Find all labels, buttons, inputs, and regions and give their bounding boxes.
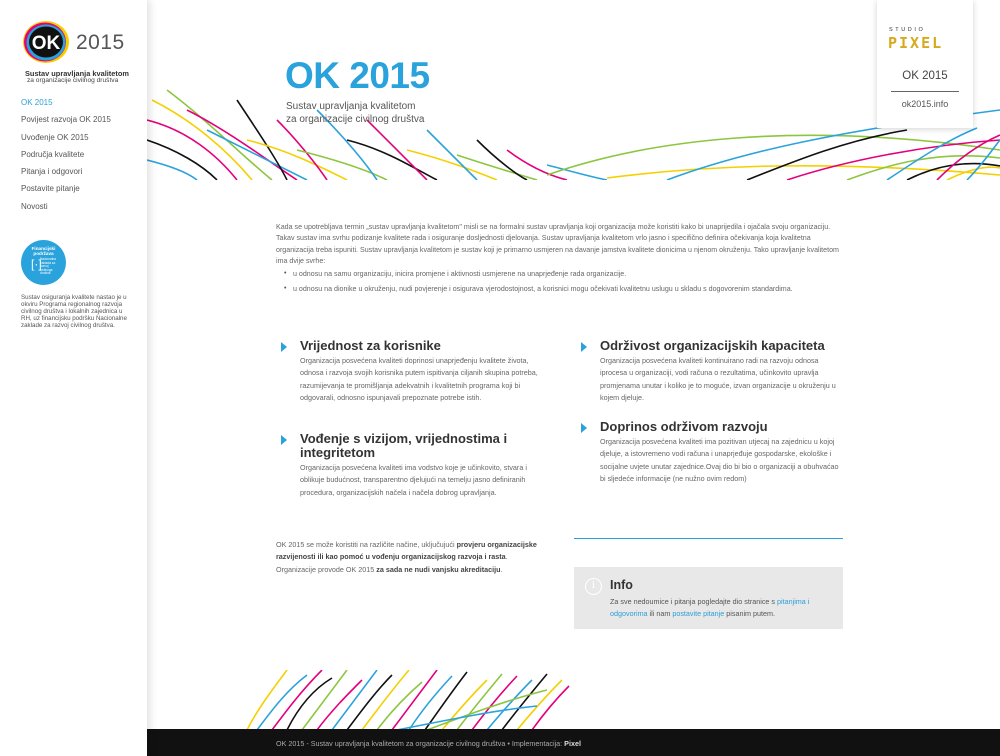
footer-text <box>276 739 581 748</box>
arrow-right-icon <box>281 342 287 352</box>
logo-subtitle-2: za organizacije civilnog društva <box>27 77 119 84</box>
funding-badge-title: Financijski podržava <box>31 246 56 256</box>
funding-text: Sustav osiguranja kvalitete nastao je u okviru Programa regionalnog razvoja civilnog društva i lokalnih zajednica u RH, uz financijsku podršku Nacionalne zaklade za razvoj civilnog društva. <box>21 294 127 329</box>
feature-title: Doprinos održivom razvoju <box>600 419 768 434</box>
feature-title: Održivost organizacijskih kapaciteta <box>600 338 825 353</box>
info-text-part: ili nam <box>647 609 673 618</box>
logo-year: 2015 <box>76 31 125 54</box>
footer <box>147 729 1000 756</box>
intro-bullets <box>284 270 793 300</box>
feature-vrijednost <box>281 339 551 419</box>
info-icon: i <box>585 578 602 595</box>
intro-paragraph: Kada se upotrebljava termin „sustav upravljanja kvalitetom" misli se na formalni sustav upravljanja koji organizacija može koristiti kako bi unaprijedila i ojačala svoju organizaciju. Takav sustav ima svrhu podizanje kvalitete rada i osiguranje dosljednosti djelovanja. Sustav upravljanja kvalitetom vrlo jasno i specifično definira očekivanja koja kvalitetna organizacija treba ispuniti. Sustav upravljanja kvalitetom je sustav koji je primarno usmjeren na davanje jamstva kvalitete dionicima u njenom okruženju. Tako upravljanje kvalitetom ima dvije svrhe: <box>276 223 839 266</box>
footer-brand-link[interactable]: Pixel <box>564 739 581 748</box>
header <box>147 0 1000 180</box>
card-name: OK 2015 <box>902 70 948 82</box>
ok-logo-icon <box>22 20 70 64</box>
info-text-part: Za sve nedoumice i pitanja pogledajte dio stranice s <box>610 597 778 606</box>
feature-text: Organizacija posvećena kvaliteti doprinosi unaprjeđenju kvalitete života, odnosa i razvoja svojih korisnika putem ispitivanja ciljanih skupina potreba, razumijevanja te promišljanja adekvatnih i kvalitetnih programa koji bi odgovarali, odnosno ispunjavali prepoznate potrebe istih. <box>300 356 538 402</box>
card-url[interactable]: ok2015.info <box>901 99 949 109</box>
funding-badge[interactable] <box>21 240 66 285</box>
closing-bold: provjeru organizacijske razvijenosti ili kao pomoć u vođenju organizacijskog razvoja i rasta <box>276 540 537 562</box>
info-title: Info <box>610 578 633 592</box>
logo-mark-text: OK <box>31 33 61 54</box>
divider <box>574 538 843 539</box>
faq-link[interactable]: pitanjima i odgovorima <box>610 597 810 618</box>
site-title: OK 2015 <box>285 55 430 96</box>
decorative-lines-bottom <box>147 670 1000 730</box>
studio-label: STUDIO <box>889 27 926 33</box>
info-text-part: pisanim putem. <box>724 609 776 618</box>
feature-text: Organizacija posvećena kvaliteti ima vodstvo koje je učinkovito, stvara i oblikuje budućnost, transparentno djelujući na temelju jasno definiranih procedura, organizacijskih načela i načela dobrog upravljanja. <box>300 463 527 497</box>
sidebar <box>0 0 147 756</box>
closing-text: OK 2015 se može koristiti na različite načine, uključujući <box>276 540 457 549</box>
arrow-right-icon <box>581 342 587 352</box>
card-divider <box>891 91 959 92</box>
funding-badge-org: Nacionalna zaklada za razvoj civilnoga društva <box>40 257 56 276</box>
bullet-item: • u odnosu na samu organizaciju, inicira promjene i aktivnosti usmjerene na unaprjeđenje rada organizacije. <box>284 270 793 285</box>
closing-paragraph <box>276 539 541 576</box>
footer-copy: OK 2015 - Sustav upravljanja kvalitetom za organizacije civilnog društva • Implementacija: <box>276 739 565 748</box>
feature-vodenje <box>281 432 551 517</box>
arrow-right-icon <box>581 423 587 433</box>
closing-text: . <box>500 564 503 574</box>
sidebar-nav <box>21 98 111 219</box>
feature-odrzivost <box>581 339 846 409</box>
studio-pixel-card[interactable] <box>877 0 973 128</box>
arrow-right-icon <box>281 435 287 445</box>
nav-item-pitanja[interactable]: Pitanja i odgovori <box>21 167 83 177</box>
feature-text: Organizacija posvećena kvaliteti ima pozitivan utjecaj na zajednicu u kojoj djeluje, a istovremeno vodi računa i unaprjeđuje gospodarske, ekološke i socijalne uvjete unutar zajednice.Ovaj dio bi bio o organizaciji a obuhvaćao bi sljedeće informacije (ne nužno ovim redom) <box>600 437 839 483</box>
bullet-item: • u odnosu na dionike u okruženju, nudi povjerenje i osigurava vjerodostojnost, a korisnici mogu očekivati kvalitetnu uslugu u skladu s dogovorenim standardima. <box>284 285 793 300</box>
logo[interactable] <box>22 20 125 64</box>
info-text <box>610 596 838 620</box>
feature-text: Organizacija posvećena kvaliteti kontinuirano radi na razvoju odnosa iprocesa u organizaciji, vodi računa o rezultatima, učinkovito upravlja promjenama unutar i koliko je to moguće, izvan organizacije u okruženju u kojem djeluje. <box>600 356 836 402</box>
nav-item-uvodenje[interactable]: Uvođenje OK 2015 <box>21 132 89 142</box>
nav-item-postavite[interactable]: Postavite pitanje <box>21 184 80 194</box>
feature-doprinos <box>581 420 846 500</box>
nav-item-novosti[interactable]: Novosti <box>21 201 48 211</box>
pixel-logo: PIXEL <box>888 34 944 52</box>
info-box <box>574 567 843 629</box>
site-tagline-2: za organizacije civilnog društva <box>286 114 425 125</box>
nav-item-ok-2015[interactable]: OK 2015 <box>21 98 53 107</box>
decorative-lines-top <box>147 0 1000 180</box>
nav-item-podrucja[interactable]: Područja kvalitete <box>21 149 85 159</box>
closing-bold: za sada ne nudi vanjsku akreditaciju <box>376 564 501 574</box>
feature-title: Vođenje s vizijom, vrijednostima i integritetom <box>300 431 508 460</box>
feature-title: Vrijednost za korisnike <box>300 338 441 353</box>
ask-question-link[interactable]: postavite pitanje <box>672 609 725 618</box>
nav-item-povijest[interactable]: Povijest razvoja OK 2015 <box>21 115 111 125</box>
site-tagline: Sustav upravljanja kvalitetom <box>286 101 416 112</box>
closing-text: . Organizacije provode OK 2015 <box>276 552 508 574</box>
logo-subtitle: Sustav upravljanja kvalitetom <box>25 69 129 78</box>
foundation-icon: [·] <box>31 257 42 271</box>
